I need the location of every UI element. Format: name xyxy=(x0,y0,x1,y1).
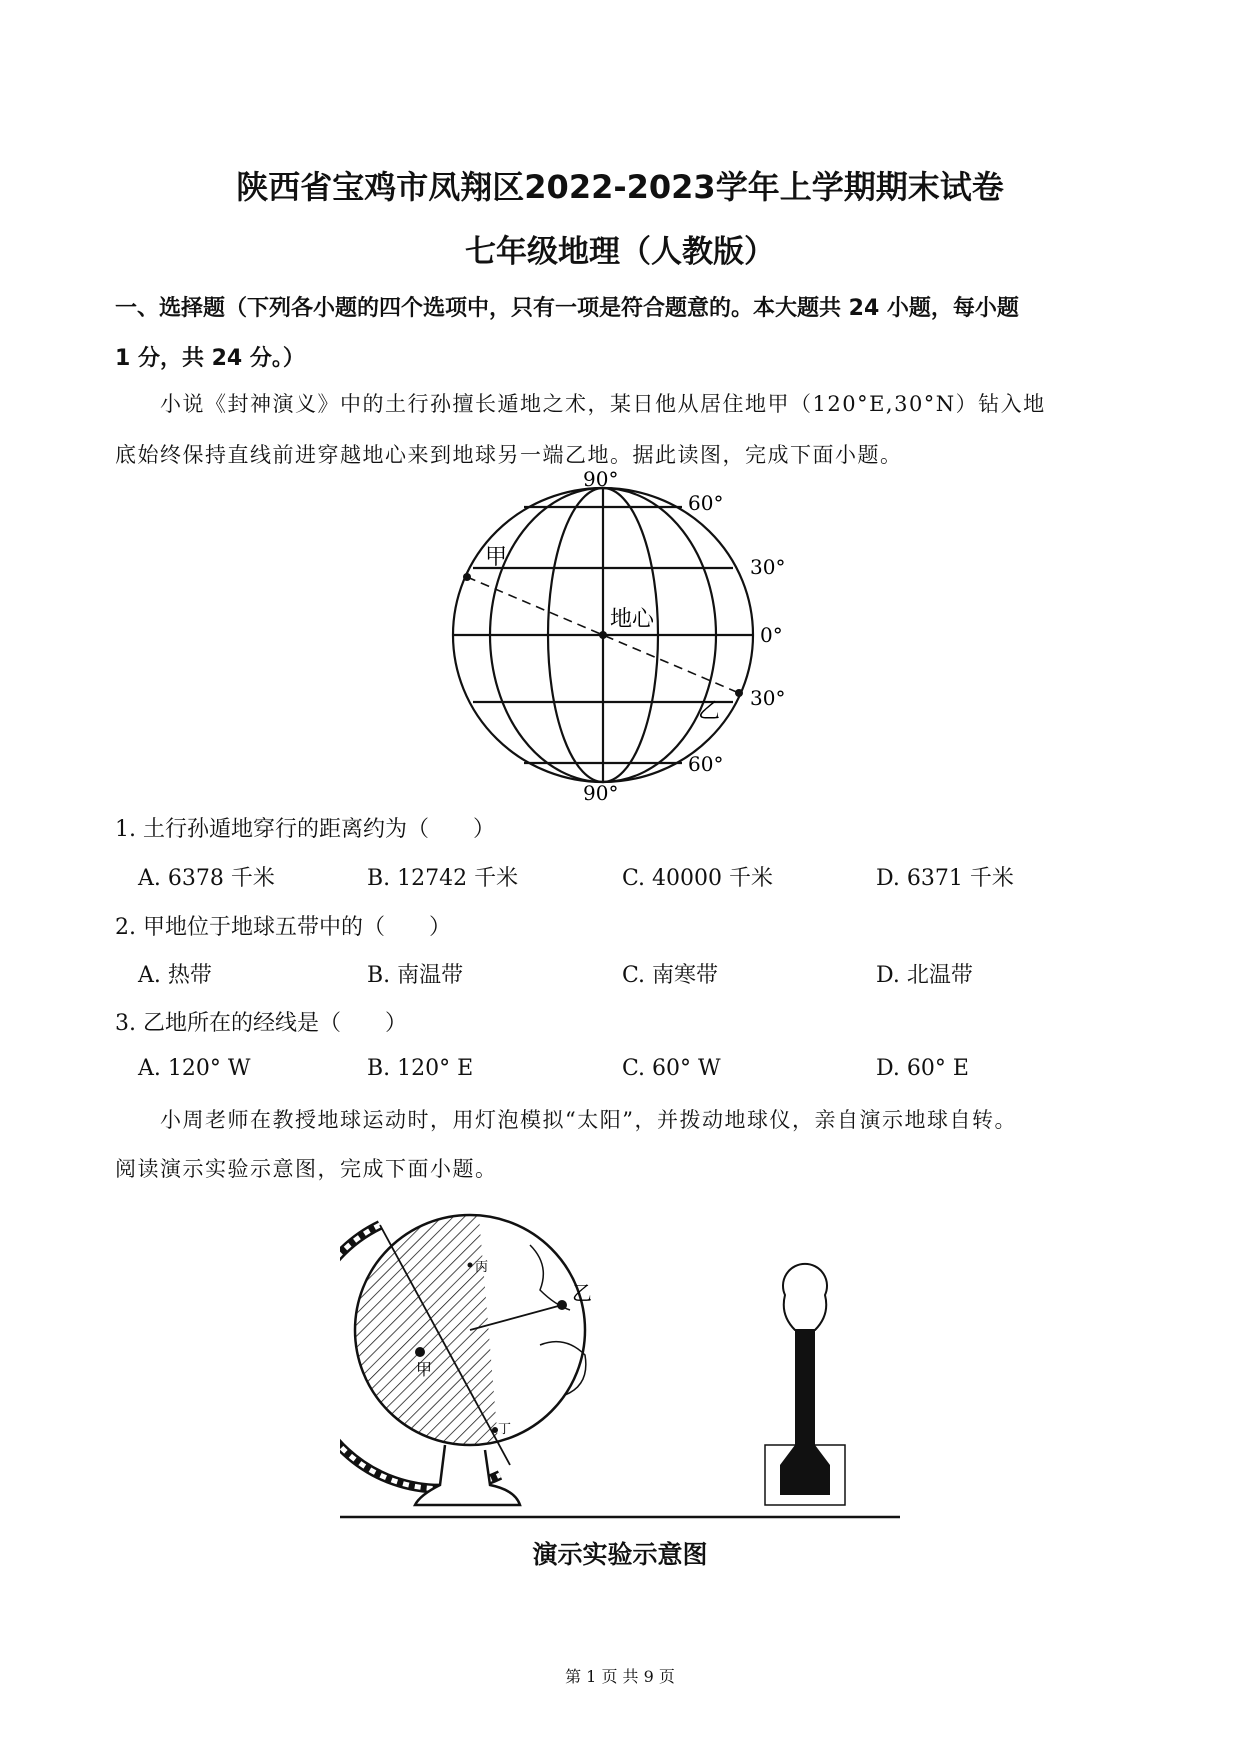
label-equator: 0° xyxy=(760,623,783,647)
option-a: A. 120° W xyxy=(138,1056,251,1081)
option-b: B. 南温带 xyxy=(367,963,464,988)
label-90s: 90° xyxy=(583,781,619,805)
label-yi: 乙 xyxy=(698,699,721,724)
passage2-line2: 阅读演示实验示意图，完成下面小题。 xyxy=(115,1157,498,1181)
option-d: D. 北温带 xyxy=(876,963,973,988)
option-c: C. 40000 千米 xyxy=(622,866,774,891)
label-30n: 30° xyxy=(750,555,786,579)
label-60s: 60° xyxy=(688,752,724,776)
question-stem: 1. 土行孙遁地穿行的距离约为（ ） xyxy=(115,817,495,842)
option-c: C. 60° W xyxy=(622,1056,721,1081)
passage2-line1: 小周老师在教授地球运动时，用灯泡模拟“太阳”，并拨动地球仪，亲自演示地球自转。 xyxy=(160,1108,1017,1132)
label-90n: 90° xyxy=(583,470,619,491)
label-yi: 乙 xyxy=(572,1281,592,1305)
question-stem: 2. 甲地位于地球五带中的（ ） xyxy=(115,915,451,940)
label-jia: 甲 xyxy=(485,545,508,570)
label-ding: 丁 xyxy=(498,1422,512,1437)
label-bing: 丙 xyxy=(475,1260,489,1275)
page-footer: 第 1 页 共 9 页 xyxy=(565,1667,675,1686)
label-jia: 甲 xyxy=(416,1360,433,1379)
passage1-line1: 小说《封神演义》中的土行孙擅长遁地之术，某日他从居住地甲（120°E,30°N）钻入地 xyxy=(160,392,1046,416)
label-earth-center: 地心 xyxy=(610,607,655,632)
light-bulb-icon xyxy=(783,1264,827,1330)
option-a: A. 6378 千米 xyxy=(138,866,275,891)
option-d: D. 60° E xyxy=(876,1056,969,1081)
globe-diagram xyxy=(420,470,820,810)
question-stem: 3. 乙地所在的经线是（ ） xyxy=(115,1011,407,1036)
figure-caption: 演示实验示意图 xyxy=(532,1540,708,1569)
label-60n: 60° xyxy=(688,491,724,515)
option-b: B. 120° E xyxy=(367,1056,474,1081)
section-heading-line1: 一、选择题（下列各小题的四个选项中，只有一项是符合题意的。本大题共 24 小题，每小题 xyxy=(115,296,1019,321)
exam-title: 陕西省宝鸡市凤翔区2022-2023学年上学期期末试卷 xyxy=(236,168,1004,206)
exam-subtitle: 七年级地理（人教版） xyxy=(465,234,775,270)
option-d: D. 6371 千米 xyxy=(876,866,1014,891)
option-c: C. 南寒带 xyxy=(622,963,719,988)
experiment-figure xyxy=(340,1205,910,1535)
label-30s: 30° xyxy=(750,686,786,710)
passage1-line2: 底始终保持直线前进穿越地心来到地球另一端乙地。据此读图，完成下面小题。 xyxy=(115,443,903,467)
option-a: A. 热带 xyxy=(138,963,212,988)
option-b: B. 12742 千米 xyxy=(367,866,519,891)
section-heading-line2: 1 分，共 24 分。） xyxy=(115,346,305,371)
